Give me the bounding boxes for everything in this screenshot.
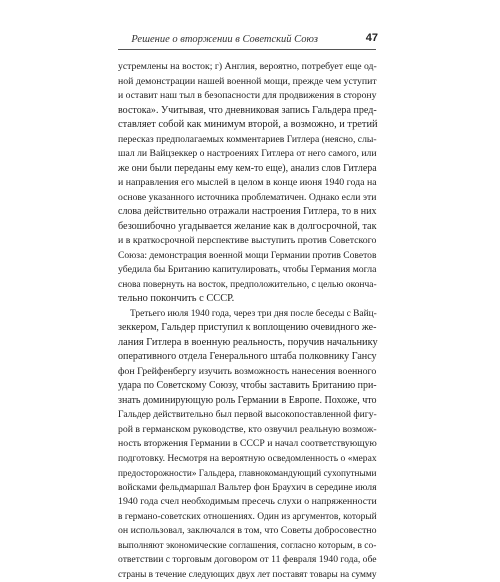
text-line: тельно покончить с СССР.	[118, 292, 378, 307]
text-line: устремлены на восток; г) Англия, вероятно, потребует еще од-	[118, 60, 378, 75]
paragraph-1	[118, 60, 378, 307]
text-line: Гальдер действительно был первой высокопоставленной фигу-	[118, 408, 378, 423]
text-line: 1940 года счел необходимым пресечь слухи о напряженности	[118, 495, 378, 510]
text-line: знать доминирующую роль Германии в Европе. Похоже, что	[118, 394, 378, 409]
text-line: фон Грейфенбергу изучить возможность нанесения военного	[118, 365, 378, 380]
text-line: удара по Советскому Союзу, чтобы заставить Британию при-	[118, 379, 378, 394]
text-line: слова действительно отражали настроения Гитлера, то в них	[118, 205, 378, 220]
text-line: оперативного отдела Генерального штаба полковнику Гансу	[118, 350, 378, 365]
text-line: востока». Учитывая, что дневниковая запись Гальдера пред-	[118, 104, 378, 119]
text-line: ответствии с торговым договором от 11 февраля 1940 года, обе	[118, 553, 378, 568]
text-line: предосторожности» Гальдера, главнокомандующий сухопутными	[118, 466, 378, 481]
header-rule	[118, 49, 376, 50]
paragraph-2	[118, 307, 378, 582]
text-line: Союза: демонстрация военной мощи Германии против Советов	[118, 249, 378, 264]
page-number: 47	[352, 31, 378, 45]
text-line: страны в течение следующих двух лет поставят товары на сумму	[118, 568, 378, 582]
text-line: шал ли Вайцзеккер о настроениях Гитлера от него самого, или	[118, 147, 378, 162]
text-line: рой в германском руководстве, кто озвучил реальную возмож-	[118, 423, 378, 438]
text-line: пересказ предполагаемых комментариев Гитлера (неясно, слы-	[118, 133, 378, 148]
text-line: основе указанного источника проблематичен. Однако если эти	[118, 191, 378, 206]
text-line: безошибочно угадывается желание как в долгосрочной, так	[118, 220, 378, 235]
text-line: ставляет собой как минимум второй, а возможно, и третий	[118, 118, 378, 133]
text-line: выполняют экономические соглашения, согласно которым, в со-	[118, 539, 378, 554]
text-line: снова повернуть на восток, предположительно, с целью оконча-	[118, 278, 378, 293]
text-line: ной демонстрации нашей военной мощи, прежде чем уступит	[118, 75, 378, 90]
text-line: и в краткосрочной перспективе выступить против Советского	[118, 234, 378, 249]
running-header	[118, 32, 376, 48]
text-line: он использовал, заключался в том, что Советы добросовестно	[118, 524, 378, 539]
text-line: Третьего июля 1940 года, через три дня после беседы с Вайц-	[118, 307, 378, 322]
text-line: лания Гитлера в военную реальность, поручив начальнику	[118, 336, 378, 351]
text-line: зеккером, Гальдер приступил к воплощению очевидного же-	[118, 321, 378, 336]
text-line: и оставит наш тыл в безопасности для продвижения в сторону	[118, 89, 378, 104]
body-text	[118, 60, 378, 582]
running-header-title: Решение о вторжении в Советский Союз	[118, 33, 318, 47]
text-line: в германо-советских отношениях. Один из аргументов, который	[118, 510, 378, 525]
text-line: убедила бы Британию капитулировать, чтобы Германия могла	[118, 263, 378, 278]
text-line: и направления его мыслей в целом в конце июня 1940 года на	[118, 176, 378, 191]
text-line: ность вторжения Германии в СССР и начал соответствующую	[118, 437, 378, 452]
text-line: войсками фельдмаршал Вальтер фон Браухич в середине июля	[118, 481, 378, 496]
text-line: подготовку. Несмотря на вероятную осведомленность о «мерах	[118, 452, 378, 467]
text-line: же они были переданы ему кем-то еще), анализ слов Гитлера	[118, 162, 378, 177]
